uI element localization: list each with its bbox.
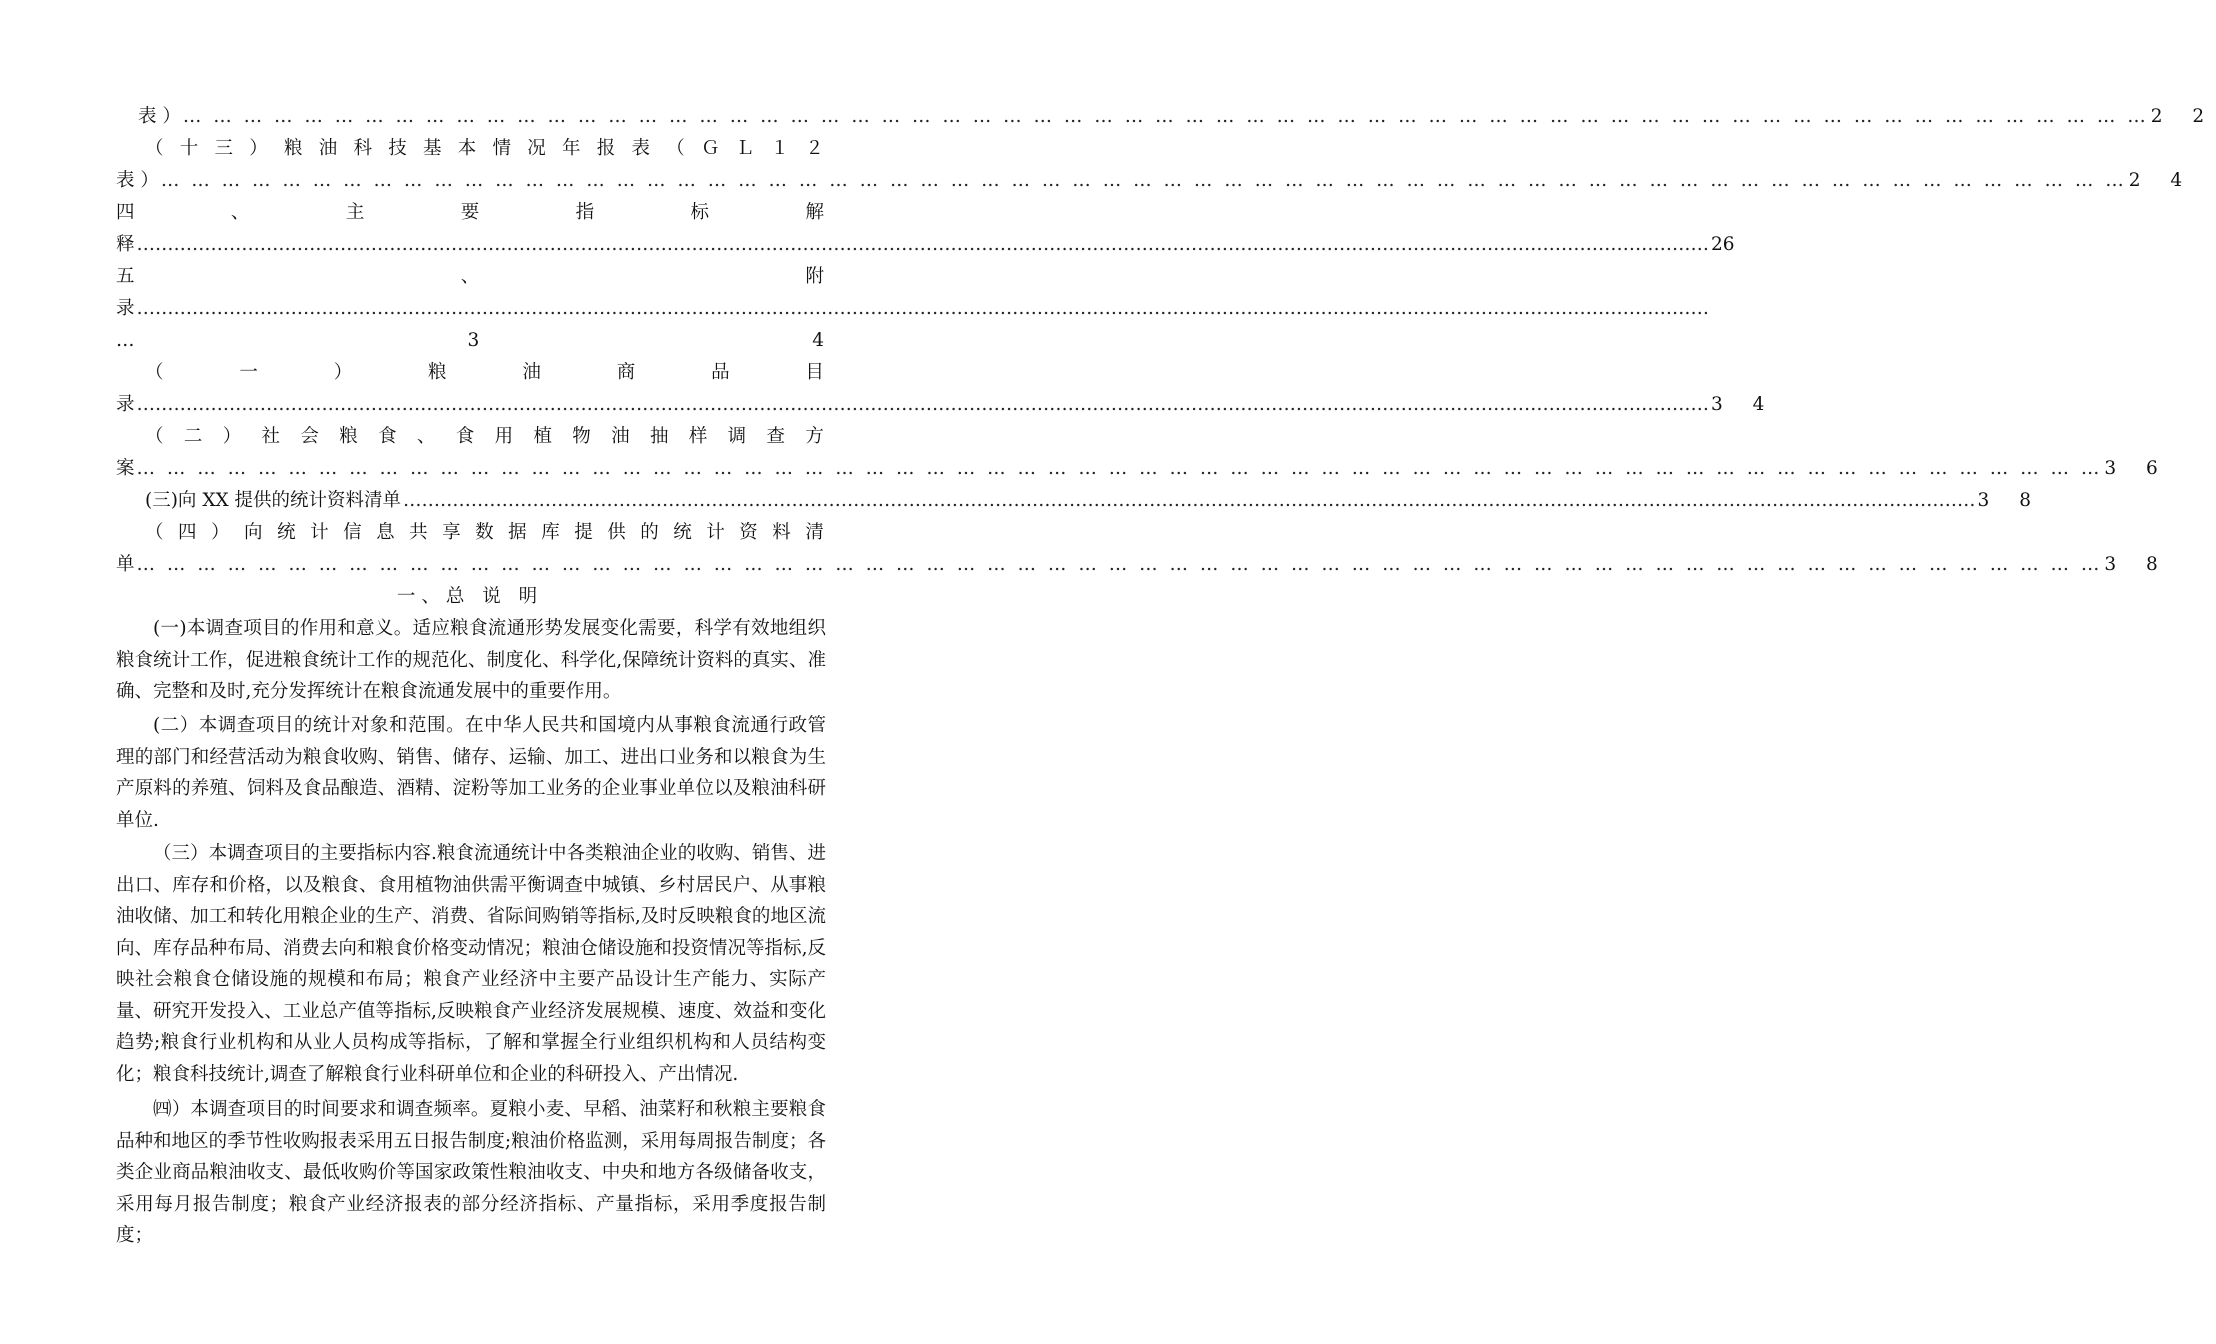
- toc-entry-label: 表 ）: [138, 106, 181, 127]
- toc-entry-spread: （ 一 ） 粮 油 商 品 目: [145, 362, 824, 383]
- toc-leader-dots: [403, 485, 1976, 517]
- toc-page-number: 3 8: [2104, 554, 2170, 575]
- toc-entry-label: 释: [116, 234, 135, 255]
- toc-entry-spread: （ 十 三 ） 粮 油 科 技 基 本 情 况 年 报 表 （ Ｇ Ｌ １ ２: [145, 138, 824, 159]
- toc-entry-spread: 五 、 附: [116, 266, 824, 287]
- section-heading: 一、总 说 明: [396, 586, 544, 607]
- toc-leader-dots: [137, 453, 2103, 485]
- paragraph-indicators: （三）本调查项目的主要指标内容.粮食流通统计中各类粮油企业的收购、销售、进出口、库存和价格，以及粮食、食用植物油供需平衡调查中城镇、乡村居民户、从事粮油收储、加工和转化用粮企业的生产、消费、省际间购销等指标,及时反映粮食的地区流向、库存品种布局、消费去向和粮食价格变动情况；粮油仓储设施和投资情况等指标,反映社会粮食仓储设施的规模和布局；粮食产业经济中主要产品设计生产能力、实际产量、研究开发投入、工业总产值等指标,反映粮食产业经济发展规模、速度、效益和变化趋势;粮食行业机构和从业人员构成等指标，了解和掌握全行业组织机构和人员结构变化；粮食科技统计,调查了解粮食行业科研单位和企业的科研投入、产出情况.: [116, 843, 826, 1085]
- toc-entry-spread: （ 二 ） 社 会 粮 食 、 食 用 植 物 油 抽 样 调 查 方: [145, 426, 824, 447]
- toc-entry: [116, 293, 824, 325]
- toc-page-number: 2 4: [2128, 170, 2195, 191]
- toc-entry: [145, 485, 2043, 517]
- toc-entry-spread: … 3 4: [116, 330, 824, 351]
- toc-leader-dots: [137, 293, 1710, 325]
- toc-leader-dots: [183, 101, 2149, 133]
- toc-entry-spread: （ 四 ） 向 统 计 信 息 共 享 数 据 库 提 供 的 统 计 资 料 清: [145, 522, 824, 543]
- toc-page-number: 2 2: [2150, 106, 2216, 127]
- toc-entry: [116, 453, 2170, 485]
- toc-entry: [116, 165, 2195, 197]
- paragraph-frequency: ㈣）本调查项目的时间要求和调查频率。夏粮小麦、早稻、油菜籽和秋粮主要粮食品种和地区的季节性收购报表采用五日报告制度;粮油价格监测，采用每周报告制度；各类企业商品粮油收支、最低收购价等国家政策性粮油收支、中央和地方各级储备收支，采用每月报告制度；粮食产业经济报表的部分经济指标、产量指标，采用季度报告制度；: [116, 1099, 826, 1246]
- toc-leader-dots: [137, 389, 1710, 421]
- toc-entry-spread: 四 、 主 要 指 标 解: [116, 202, 824, 223]
- toc-leader-dots: [137, 549, 2103, 581]
- toc-entry: [138, 101, 2216, 133]
- toc-entry-label: (三)向 XX 提供的统计资料清单: [145, 490, 402, 511]
- paragraph-purpose: (一)本调查项目的作用和意义。适应粮食流通形势发展变化需要，科学有效地组织粮食统计工作，促进粮食统计工作的规范化、制度化、科学化,保障统计资料的真实、准确、完整和及时,充分发挥统计在粮食流通发展中的重要作用。: [116, 618, 826, 702]
- paragraph-scope: (二）本调查项目的统计对象和范围。在中华人民共和国境内从事粮食流通行政管理的部门和经营活动为粮食收购、销售、储存、运输、加工、进出口业务和以粮食为生产原料的养殖、饲料及食品酿造、酒精、淀粉等加工业务的企业事业单位以及粮油科研单位.: [116, 715, 826, 831]
- toc-entry: [116, 229, 1735, 261]
- toc-page-number: 3 8: [1977, 490, 2043, 511]
- toc-entry-label: 单: [116, 554, 135, 575]
- toc-page-number: 3 4: [1711, 394, 1777, 415]
- toc-entry-label: 录: [116, 394, 135, 415]
- toc-entry-label: 案: [116, 458, 135, 479]
- toc-entry-label: 表 ）: [116, 170, 159, 191]
- toc-page-number: 26: [1711, 234, 1735, 255]
- toc-entry: [116, 549, 2170, 581]
- toc-entry: [116, 389, 1777, 421]
- toc-leader-dots: [137, 229, 1710, 261]
- toc-entry-label: 录: [116, 298, 135, 319]
- toc-page-number: 3 6: [2104, 458, 2170, 479]
- toc-leader-dots: [161, 165, 2127, 197]
